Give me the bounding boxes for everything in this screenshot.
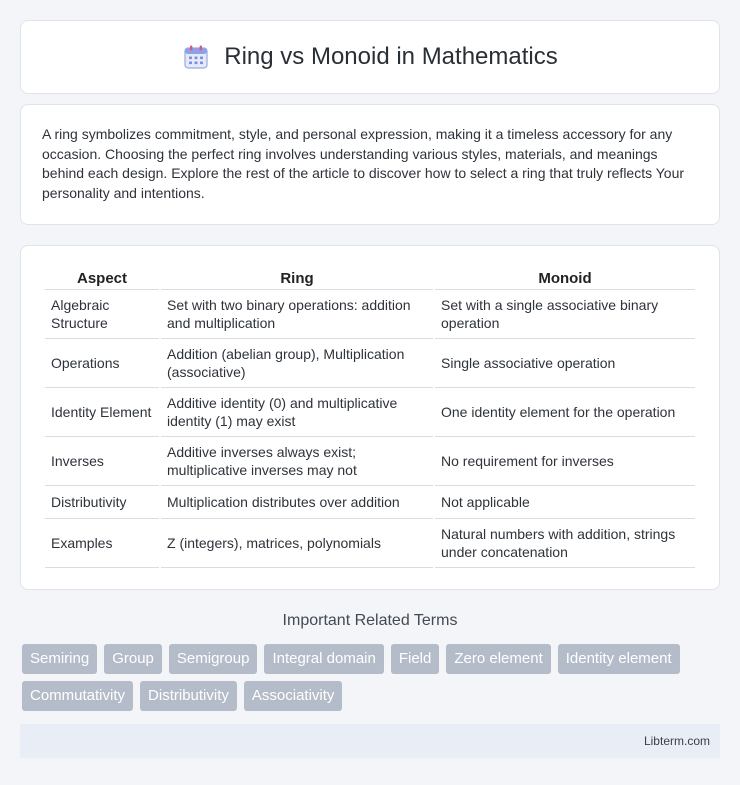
table-header-row [45, 266, 695, 290]
tag-zero-element[interactable]: Zero element [446, 644, 550, 674]
title-card [20, 20, 720, 94]
tag-integral-domain[interactable]: Integral domain [264, 644, 383, 674]
tag-field[interactable]: Field [391, 644, 440, 674]
comparison-table [43, 266, 697, 568]
related-terms-title: Important Related Terms [282, 612, 458, 629]
footer-site-link[interactable]: Libterm.com [643, 734, 710, 748]
cell-aspect: Examples [45, 519, 159, 568]
cell-ring: Set with two binary operations: addition and multiplication [161, 290, 433, 339]
intro-card [20, 104, 720, 225]
cell-ring: Addition (abelian group), Multiplication (associative) [161, 339, 433, 388]
table-row [45, 339, 695, 388]
cell-ring: Z (integers), matrices, polynomials [161, 519, 433, 568]
cell-ring: Additive inverses always exist; multiplicative inverses may not [161, 437, 433, 486]
cell-monoid: No requirement for inverses [435, 437, 695, 486]
intro-text: A ring symbolizes commitment, style, and personal expression, making it a timeless accessory for any occasion. Choosing the perfect ring involves understanding various styles, materials, and meanings behind each design. Explore the rest of the article to discover how to select a ring that truly reflects Your personality and intentions. [42, 126, 685, 201]
cell-ring: Multiplication distributes over addition [161, 486, 433, 519]
cell-aspect: Identity Element [45, 388, 159, 437]
related-terms-list [20, 644, 720, 711]
cell-monoid: Single associative operation [435, 339, 695, 388]
cell-aspect: Algebraic Structure [45, 290, 159, 339]
comparison-table-card [20, 245, 720, 590]
tag-semiring[interactable]: Semiring [22, 644, 97, 674]
page-title: Ring vs Monoid in Mathematics [224, 43, 558, 70]
table-row [45, 388, 695, 437]
cell-monoid: Not applicable [435, 486, 695, 519]
tag-associativity[interactable]: Associativity [244, 681, 343, 711]
cell-monoid: Natural numbers with addition, strings under concatenation [435, 519, 695, 568]
table-row [45, 519, 695, 568]
tag-identity-element[interactable]: Identity element [558, 644, 680, 674]
tag-distributivity[interactable]: Distributivity [140, 681, 237, 711]
cell-monoid: One identity element for the operation [435, 388, 695, 437]
cell-monoid: Set with a single associative binary operation [435, 290, 695, 339]
header-ring: Ring [161, 266, 433, 290]
footer [20, 724, 720, 758]
cell-aspect: Operations [45, 339, 159, 388]
cell-aspect: Inverses [45, 437, 159, 486]
calendar-grid-icon [182, 43, 210, 71]
table-row [45, 437, 695, 486]
tag-group[interactable]: Group [104, 644, 162, 674]
header-aspect: Aspect [45, 266, 159, 290]
tag-commutativity[interactable]: Commutativity [22, 681, 133, 711]
cell-aspect: Distributivity [45, 486, 159, 519]
table-row [45, 486, 695, 519]
cell-ring: Additive identity (0) and multiplicative identity (1) may exist [161, 388, 433, 437]
header-monoid: Monoid [435, 266, 695, 290]
tag-semigroup[interactable]: Semigroup [169, 644, 258, 674]
table-row [45, 290, 695, 339]
